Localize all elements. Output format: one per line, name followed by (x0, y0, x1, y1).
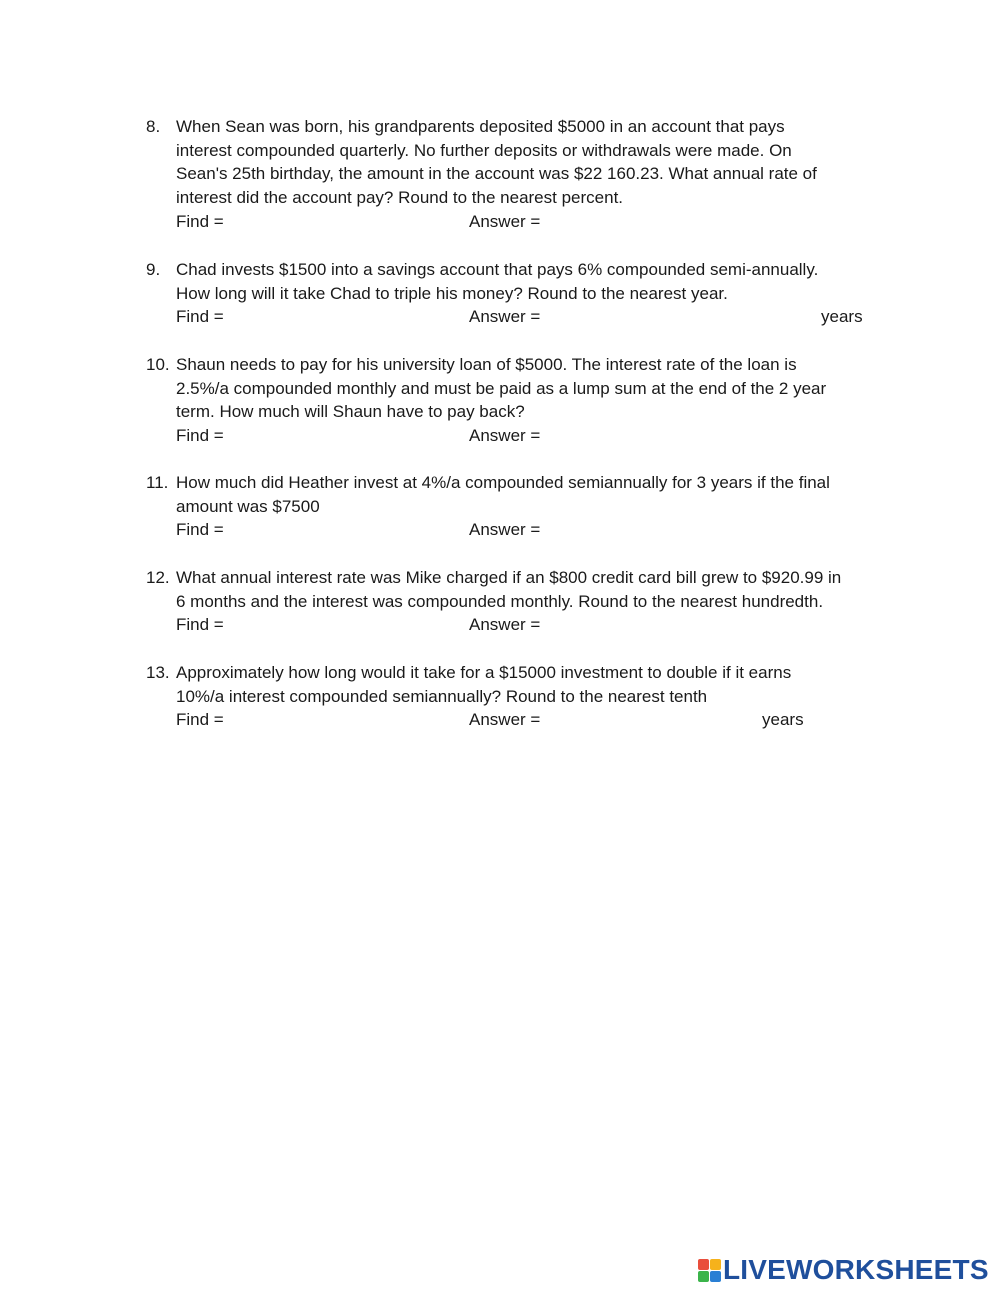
question-9 (146, 258, 886, 329)
question-10 (146, 353, 886, 448)
question-line: 6 months and the interest was compounded monthly. Round to the nearest hundredth. (176, 591, 824, 611)
question-line: Shaun needs to pay for his university loan of $5000. The interest rate of the loan is (176, 355, 797, 374)
question-line: term. How much will Shaun have to pay back? (176, 402, 525, 422)
logo-square-red (698, 1259, 709, 1270)
question-line: amount was $7500 (176, 496, 320, 516)
find-input[interactable] (232, 519, 456, 542)
answer-label: Answer = (469, 307, 541, 327)
question-number: 10. (146, 355, 170, 374)
logo-square-yellow (710, 1259, 721, 1270)
find-label: Find = (176, 615, 224, 635)
answer-label: Answer = (469, 710, 541, 730)
answer-input[interactable] (552, 614, 756, 637)
answer-input[interactable] (552, 519, 756, 542)
question-number: 12. (146, 568, 170, 587)
answer-label: Answer = (469, 520, 541, 540)
find-input[interactable] (232, 614, 456, 637)
question-line: How much did Heather invest at 4%/a compounded semiannually for 3 years if the final (176, 473, 830, 492)
answer-row (176, 518, 886, 542)
question-line: Approximately how long would it take for a $15000 investment to double if it earns (176, 663, 792, 682)
question-line: 10%/a interest compounded semiannually? Round to the nearest tenth (176, 686, 708, 706)
find-label: Find = (176, 307, 224, 327)
question-line: interest did the account pay? Round to the nearest percent. (176, 188, 624, 208)
question-number: 9. (146, 260, 161, 279)
question-11 (146, 471, 886, 542)
answer-input[interactable] (552, 211, 756, 234)
find-input[interactable] (232, 306, 456, 329)
question-line: When Sean was born, his grandparents deposited $5000 in an account that pays (176, 117, 785, 136)
question-text (176, 566, 886, 613)
logo-square-green (698, 1271, 709, 1282)
question-12 (146, 566, 886, 637)
answer-row (176, 210, 886, 234)
answer-input[interactable] (552, 425, 756, 448)
find-input[interactable] (232, 425, 456, 448)
question-line: What annual interest rate was Mike charged if an $800 credit card bill grew to $920.99 in (176, 568, 842, 587)
question-line: Chad invests $1500 into a savings account that pays 6% compounded semi-annually. (176, 260, 819, 279)
answer-label: Answer = (469, 426, 541, 446)
find-label: Find = (176, 710, 224, 730)
question-line: How long will it take Chad to triple his money? Round to the nearest year. (176, 283, 728, 303)
answer-input[interactable] (552, 709, 756, 732)
question-text (176, 115, 886, 210)
question-text (176, 661, 886, 708)
answer-label: Answer = (469, 211, 541, 231)
question-13 (146, 661, 886, 732)
question-text (176, 471, 886, 518)
question-text (176, 258, 886, 305)
find-label: Find = (176, 211, 224, 231)
find-input[interactable] (232, 709, 456, 732)
unit-label: years (821, 307, 863, 327)
question-number: 13. (146, 663, 170, 682)
logo-text: LIVEWORKSHEETS (723, 1254, 989, 1285)
question-8 (146, 115, 886, 234)
question-line: Sean's 25th birthday, the amount in the account was $22 160.23. What annual rate of (176, 164, 817, 184)
question-text (176, 353, 886, 424)
liveworksheets-logo (698, 1255, 989, 1285)
answer-label: Answer = (469, 615, 541, 635)
answer-row (176, 305, 886, 329)
question-number: 11. (146, 473, 169, 492)
answer-row (176, 708, 886, 732)
question-number: 8. (146, 117, 161, 136)
answer-row (176, 424, 886, 448)
answer-input[interactable] (552, 306, 756, 329)
find-label: Find = (176, 520, 224, 540)
logo-square-blue (710, 1271, 721, 1282)
unit-label: years (762, 710, 804, 730)
answer-row (176, 613, 886, 637)
find-label: Find = (176, 426, 224, 446)
question-line: interest compounded quarterly. No further deposits or withdrawals were made. On (176, 140, 792, 160)
find-input[interactable] (232, 211, 456, 234)
logo-mark-icon (698, 1259, 721, 1282)
question-line: 2.5%/a compounded monthly and must be paid as a lump sum at the end of the 2 year (176, 378, 827, 398)
